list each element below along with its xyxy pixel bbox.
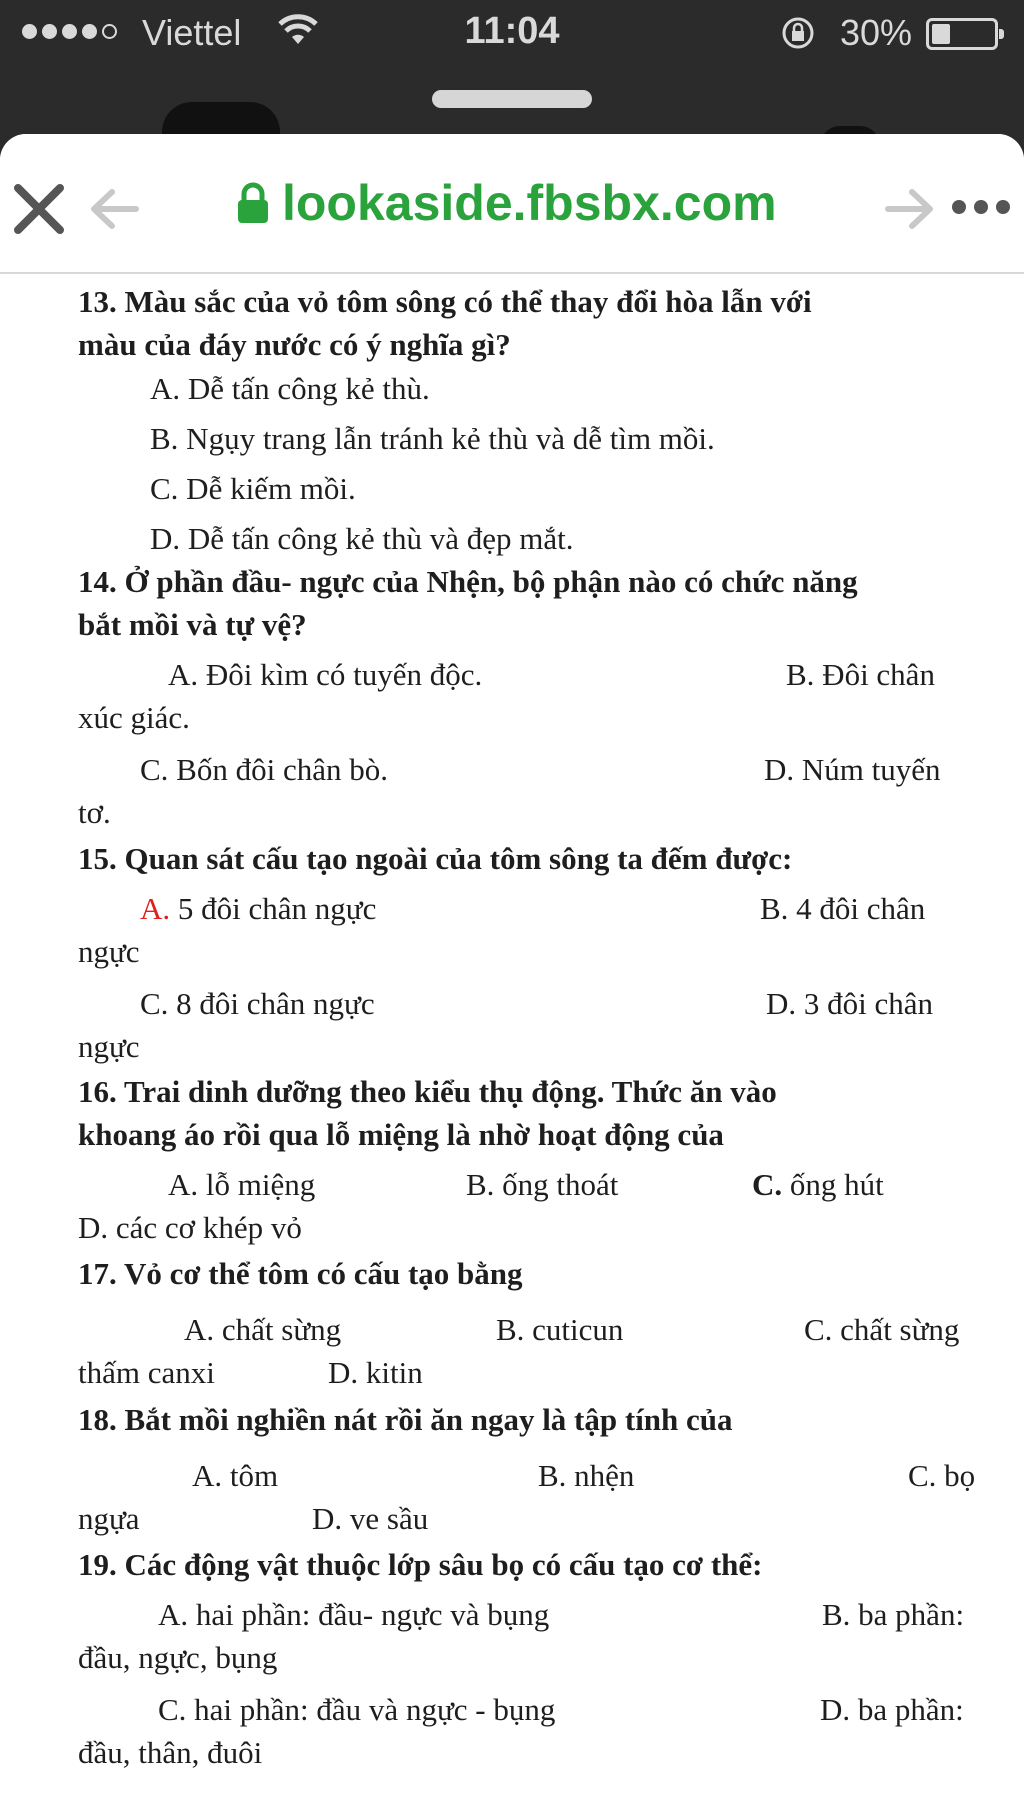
option-19-c: C. hai phần: đầu và ngực - bụng <box>158 1692 556 1727</box>
question-16-title-cont: khoang áo rồi qua lỗ miệng là nhờ hoạt động của <box>78 1117 724 1152</box>
option-17-d: D. kitin <box>328 1355 423 1390</box>
option-15-a <box>140 887 376 930</box>
option-16-a: A. lỗ miệng <box>168 1167 316 1202</box>
clock: 11:04 <box>464 10 560 52</box>
battery-icon <box>926 18 998 50</box>
back-arrow-icon[interactable] <box>86 184 142 234</box>
option-15-a-text: 5 đôi chân ngực <box>170 891 377 926</box>
rotation-lock-icon <box>780 15 816 51</box>
question-15-title: 15. Quan sát cấu tạo ngoài của tôm sông ta đếm được: <box>78 841 793 876</box>
option-13-b: B. Ngụy trang lẫn tránh kẻ thù và dễ tìm mồi. <box>150 421 715 456</box>
option-19-a: A. hai phần: đầu- ngực và bụng <box>158 1597 550 1632</box>
option-17-a: A. chất sừng <box>184 1312 342 1347</box>
option-13-a: A. Dễ tấn công kẻ thù. <box>150 371 430 406</box>
secure-lock-icon <box>236 181 270 225</box>
document-image <box>0 274 1024 1817</box>
option-15-d: D. 3 đôi chân <box>766 986 934 1021</box>
option-14-d-cont: tơ. <box>78 795 111 830</box>
option-18-c-cont: ngựa <box>78 1501 140 1536</box>
question-13-title: 13. Màu sắc của vỏ tôm sông có thể thay đổi hòa lẫn với <box>78 284 812 319</box>
option-16-c <box>752 1163 884 1206</box>
question-13-title-cont: màu của đáy nước có ý nghĩa gì? <box>78 327 511 362</box>
option-16-b: B. ống thoát <box>466 1167 619 1202</box>
option-13-c: C. Dễ kiếm mồi. <box>150 471 356 506</box>
option-15-d-cont: ngực <box>78 1029 140 1064</box>
option-19-b: B. ba phần: <box>822 1597 965 1632</box>
option-18-b: B. nhện <box>538 1458 635 1493</box>
url-text: lookaside.fbsbx.com <box>282 175 777 231</box>
question-14-title-cont: bắt mồi và tự vệ? <box>78 607 307 642</box>
status-bar <box>0 0 1024 66</box>
option-17-c-cont: thấm canxi <box>78 1355 215 1390</box>
battery-percent: 30% <box>840 12 913 53</box>
forward-arrow-icon[interactable] <box>882 184 938 234</box>
question-14-title: 14. Ở phần đầu- ngực của Nhện, bộ phận nào có chức năng <box>78 564 858 599</box>
option-19-d: D. ba phần: <box>820 1692 964 1727</box>
option-16-c-text: ống hút <box>782 1167 884 1202</box>
carrier-name: Viettel <box>142 12 242 53</box>
option-19-d-cont: đầu, thân, đuôi <box>78 1735 263 1770</box>
close-icon[interactable] <box>12 182 66 236</box>
url-display[interactable] <box>236 174 777 232</box>
option-14-b: B. Đôi chân <box>786 657 935 692</box>
option-14-c: C. Bốn đôi chân bò. <box>140 752 388 787</box>
option-17-c: C. chất sừng <box>804 1312 960 1347</box>
option-14-b-cont: xúc giác. <box>78 700 190 735</box>
option-15-b-cont: ngực <box>78 934 140 969</box>
option-15-b: B. 4 đôi chân <box>760 891 926 926</box>
option-16-d: D. các cơ khép vỏ <box>78 1210 302 1245</box>
option-14-a: A. Đôi kìm có tuyến độc. <box>168 657 483 692</box>
more-options-icon[interactable] <box>952 200 1010 214</box>
option-18-a: A. tôm <box>192 1458 279 1493</box>
in-app-browser <box>0 134 1024 1817</box>
question-16-title: 16. Trai dinh dưỡng theo kiểu thụ động. Thức ăn vào <box>78 1074 777 1109</box>
option-13-d: D. Dễ tấn công kẻ thù và đẹp mắt. <box>150 521 574 556</box>
option-15-a-letter: A. <box>140 891 171 926</box>
question-19-title: 19. Các động vật thuộc lớp sâu bọ có cấu tạo cơ thể: <box>78 1547 763 1582</box>
option-18-d: D. ve sầu <box>312 1501 429 1536</box>
option-15-c: C. 8 đôi chân ngực <box>140 986 375 1021</box>
sheet-grabber-handle[interactable] <box>432 90 592 108</box>
question-17-title: 17. Vỏ cơ thể tôm có cấu tạo bằng <box>78 1256 523 1291</box>
option-16-c-letter: C. <box>752 1167 783 1202</box>
option-17-b: B. cuticun <box>496 1312 624 1347</box>
battery-level-fill <box>932 24 950 44</box>
option-19-b-cont: đầu, ngực, bụng <box>78 1640 278 1675</box>
question-18-title: 18. Bắt mồi nghiền nát rồi ăn ngay là tập tính của <box>78 1402 733 1437</box>
option-18-c: C. bọ <box>908 1458 976 1493</box>
option-14-d: D. Núm tuyến <box>764 752 941 787</box>
browser-toolbar <box>0 134 1024 274</box>
